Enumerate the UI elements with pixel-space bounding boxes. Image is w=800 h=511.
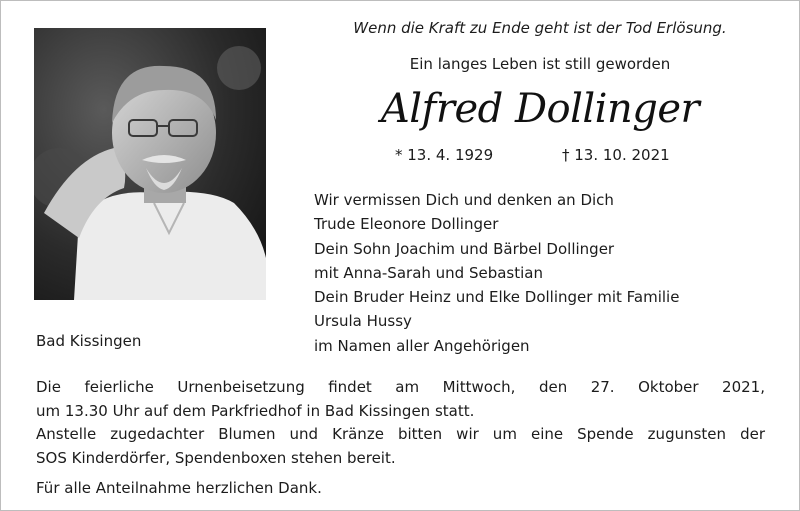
ceremony-line: Die feierliche Urnenbeisetzung findet am Mittwoch, den 27. Oktober 2021, [36, 378, 765, 396]
thanks-line: Für alle Anteilnahme herzlichen Dank. [36, 479, 322, 497]
death-date: † 13. 10. 2021 [562, 146, 670, 164]
place-name: Bad Kissingen [36, 332, 142, 350]
ceremony-line: um 13.30 Uhr auf dem Parkfriedhof in Bad Kissingen statt. [36, 401, 475, 420]
mourners-list [314, 188, 784, 358]
mourners-line: Ursula Hussy [314, 312, 412, 331]
mourners-line: mit Anna-Sarah und Sebastian [314, 263, 543, 282]
ceremony-info [36, 376, 765, 501]
donation-line: Anstelle zugedachter Blumen und Kränze bitten wir um eine Spende zugunsten der [36, 425, 765, 443]
obituary-quote: Wenn die Kraft zu Ende geht ist der Tod Erlösung. [353, 19, 727, 37]
mourners-line: Dein Bruder Heinz und Elke Dollinger mit Familie [314, 288, 680, 307]
mourners-line: Wir vermissen Dich und denken an Dich [314, 191, 614, 209]
birth-date: * 13. 4. 1929 [395, 146, 494, 164]
donation-line: SOS Kinderdörfer, Spendenboxen stehen bereit. [36, 448, 396, 467]
mourners-line: Dein Sohn Joachim und Bärbel Dollinger [314, 239, 615, 258]
deceased-name: Alfred Dollinger [380, 86, 700, 132]
portrait-image [34, 28, 266, 300]
obituary-subtitle: Ein langes Leben ist still geworden [409, 55, 671, 73]
mourners-line: Trude Eleonore Dollinger [314, 215, 499, 234]
mourners-line: im Namen aller Angehörigen [314, 336, 530, 355]
portrait-photo [34, 28, 266, 300]
